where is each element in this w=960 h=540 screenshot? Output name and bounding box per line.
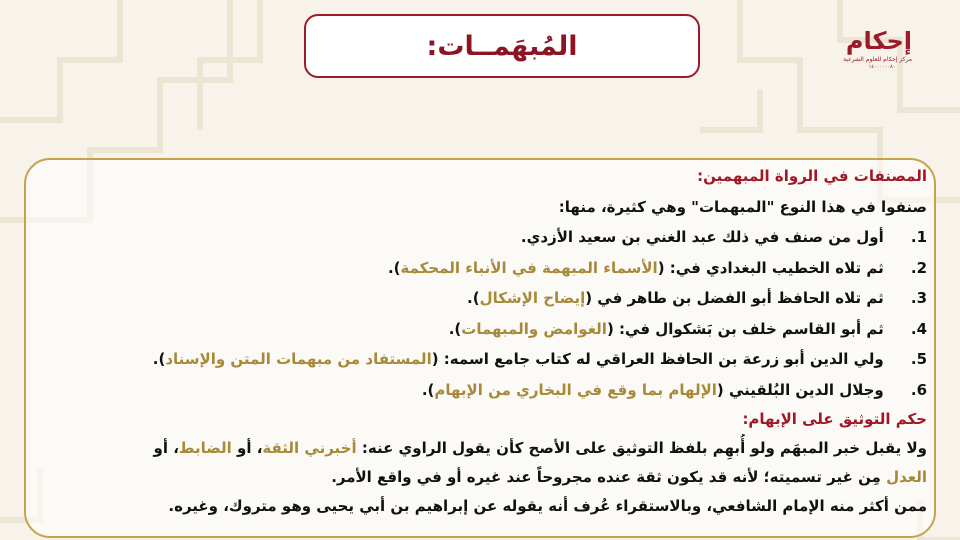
item-text-end: ). <box>448 319 462 338</box>
page-title: المُبهَمــات: <box>426 30 578 62</box>
content-text <box>30 161 927 521</box>
item-number: 1. <box>910 228 927 246</box>
section-heading-2: حكم التوثيق على الإبهام: <box>742 410 927 428</box>
item-text: وجلال الدين البُلقيني ( <box>716 380 884 399</box>
title-box <box>304 14 700 78</box>
item-text: أول من صنف في ذلك عبد الغني بن سعيد الأزدي. <box>520 228 884 246</box>
item-text-end: ). <box>387 258 401 277</box>
paragraph-text: ، أو <box>231 439 263 457</box>
book-title: المستفاد من مبهمات المتن والإسناد <box>165 350 432 368</box>
item-number: 3. <box>910 289 927 307</box>
item-text: ولي الدين أبو زرعة بن الحافظ العراقي له كتاب جامع اسمه: ( <box>431 350 884 368</box>
section-heading: المصنفات في الرواة المبهمين: <box>697 167 927 185</box>
paragraph-line-3: ممن أكثر منه الإمام الشافعي، وبالاستقراء عُرف أنه يقوله عن إبراهيم بن أبي يحيى وهو متروك، وغيره. <box>168 497 927 515</box>
logo <box>843 26 912 96</box>
list-item <box>30 344 927 375</box>
list-item <box>30 283 927 314</box>
logo-word: إحكام <box>845 27 912 55</box>
item-text: ثم تلاه الخطيب البغدادي في: ( <box>657 258 884 277</box>
logo-subtitle: مركز إحكام للعلوم الشرعية <box>843 56 912 63</box>
item-number: 6. <box>910 380 927 399</box>
quote-term: الضابط <box>178 439 232 457</box>
book-title: الغوامض والمبهمات <box>461 319 607 338</box>
item-text: ثم أبو القاسم خلف بن بَشكوال في: ( <box>606 319 884 338</box>
item-number: 4. <box>910 319 927 338</box>
book-title: الأسماء المبهمة في الأنباء المحكمة <box>400 258 658 277</box>
item-number: 5. <box>910 350 927 368</box>
book-title: إيضاح الإشكال <box>479 289 586 307</box>
list-item <box>30 375 927 406</box>
paragraph-text: ولا يقبل خبر المبهَم ولو أُبهِم بلفظ التوثيق على الأصح كأن يقول الراوي عنه: <box>356 439 927 457</box>
item-text: ثم تلاه الحافظ أبو الفضل بن طاهر في ( <box>585 289 884 307</box>
quote-term: أخبرني الثقة <box>262 439 357 457</box>
item-text-end: ). <box>467 289 480 307</box>
logo-subtitle-2: ١٤٠٠٠٠٠٠٨٠ <box>868 64 896 70</box>
quote-term: العدل <box>886 468 927 486</box>
item-number: 2. <box>910 258 927 277</box>
paragraph-text: ، أو <box>153 439 179 457</box>
paragraph-text: مِن غير تسميته؛ لأنه قد يكون ثقة عنده مجروحاً عند غيره أو في واقع الأمر. <box>331 468 887 486</box>
list-item <box>30 222 927 253</box>
item-text-end: ). <box>152 350 166 368</box>
paragraph-line-2 <box>30 463 927 492</box>
paragraph-line-1 <box>30 434 927 463</box>
section-intro: صنفوا في هذا النوع "المبهمات" وهي كثيرة، منها: <box>558 197 927 216</box>
list-item <box>30 253 927 284</box>
book-title: الإلهام بما وقع في البخاري من الإبهام <box>434 380 717 399</box>
list-item <box>30 314 927 345</box>
item-text-end: ). <box>421 380 435 399</box>
